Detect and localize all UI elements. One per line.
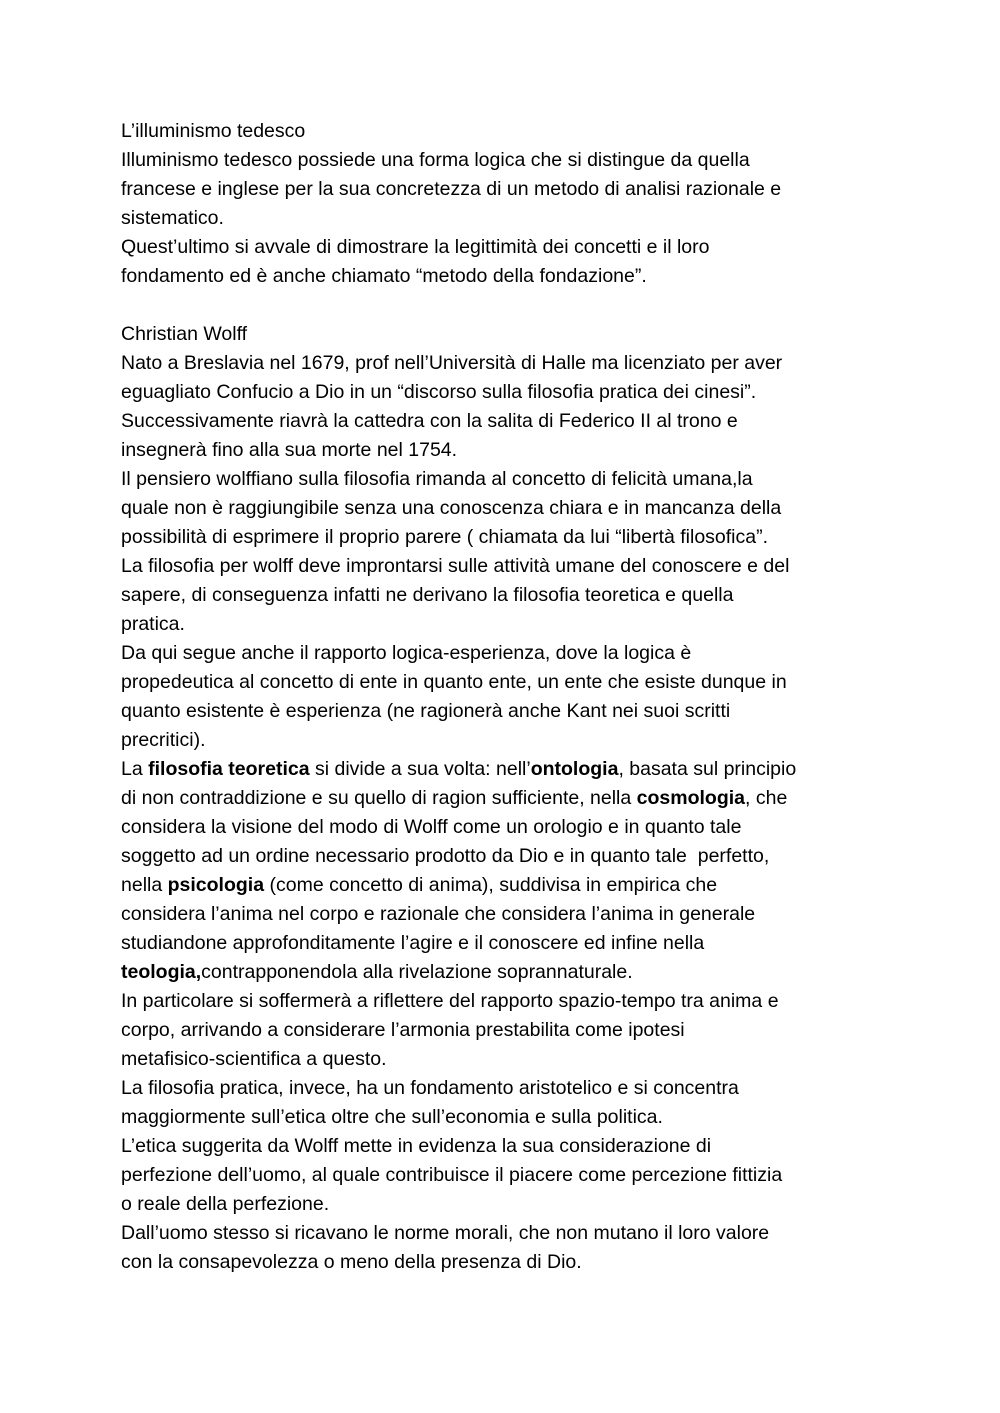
paragraph-line: precritici). bbox=[121, 729, 206, 751]
paragraph-line: metafisico-scientifica a questo. bbox=[121, 1048, 387, 1070]
paragraph-line: Il pensiero wolffiano sulla filosofia rimanda al concetto di felicità umana,la bbox=[121, 468, 753, 490]
paragraph-line: considera l’anima nel corpo e razionale che considera l’anima in generale bbox=[121, 903, 756, 925]
paragraph-line: perfezione dell’uomo, al quale contribuisce il piacere come percezione fittizia bbox=[121, 1164, 783, 1186]
paragraph-line: Nato a Breslavia nel 1679, prof nell’Università di Halle ma licenziato per aver bbox=[121, 352, 783, 374]
bold-term: cosmologia bbox=[636, 787, 746, 809]
paragraph-line: La filosofia pratica, invece, ha un fondamento aristotelico e si concentra bbox=[121, 1077, 739, 1099]
paragraph-line bbox=[121, 958, 891, 987]
bold-term: filosofia teoretica bbox=[148, 758, 310, 780]
text-run: nella bbox=[121, 874, 168, 896]
paragraph-line: maggiormente sull’etica oltre che sull’economia e sulla politica. bbox=[121, 1106, 663, 1128]
paragraph-line: Dall’uomo stesso si ricavano le norme morali, che non mutano il loro valore bbox=[121, 1222, 770, 1244]
text-run: (come concetto di anima), suddivisa in empirica che bbox=[264, 874, 718, 896]
paragraph-line: o reale della perfezione. bbox=[121, 1193, 330, 1215]
paragraph-line: francese e inglese per la sua concretezza di un metodo di analisi razionale e bbox=[121, 178, 782, 200]
paragraph-line: insegnerà fino alla sua morte nel 1754. bbox=[121, 439, 458, 461]
paragraph-line: possibilità di esprimere il proprio parere ( chiamata da lui “libertà filosofica”. bbox=[121, 526, 769, 548]
document-page bbox=[121, 117, 891, 1277]
section-title: L’illuminismo tedesco bbox=[121, 120, 306, 142]
text-run: di non contraddizione e su quello di ragion sufficiente, nella bbox=[121, 787, 637, 809]
paragraph-line: sistematico. bbox=[121, 207, 224, 229]
paragraph-line: sapere, di conseguenza infatti ne derivano la filosofia teoretica e quella bbox=[121, 584, 734, 606]
text-run: contrapponendola alla rivelazione soprannaturale. bbox=[201, 961, 633, 983]
paragraph-line: L’etica suggerita da Wolff mette in evidenza la sua considerazione di bbox=[121, 1135, 712, 1157]
paragraph-line: La filosofia per wolff deve improntarsi sulle attività umane del conoscere e del bbox=[121, 555, 790, 577]
section-title: Christian Wolff bbox=[121, 323, 248, 345]
paragraph-line: quale non è raggiungibile senza una conoscenza chiara e in mancanza della bbox=[121, 497, 782, 519]
paragraph-line: pratica. bbox=[121, 613, 185, 635]
paragraph-line bbox=[121, 871, 891, 900]
paragraph-line: studiandone approfonditamente l’agire e il conoscere ed infine nella bbox=[121, 932, 705, 954]
paragraph-line: Illuminismo tedesco possiede una forma logica che si distingue da quella bbox=[121, 149, 750, 171]
bold-term: psicologia bbox=[167, 874, 265, 896]
paragraph-line bbox=[121, 784, 891, 813]
text-run: si divide a sua volta: nell’ bbox=[309, 758, 531, 780]
paragraph-line: fondamento ed è anche chiamato “metodo della fondazione”. bbox=[121, 265, 647, 287]
text-run: , che bbox=[745, 787, 788, 809]
paragraph-line: Da qui segue anche il rapporto logica-esperienza, dove la logica è bbox=[121, 642, 692, 664]
paragraph-line: con la consapevolezza o meno della presenza di Dio. bbox=[121, 1251, 582, 1273]
blank-line bbox=[121, 291, 891, 320]
paragraph-line: soggetto ad un ordine necessario prodotto da Dio e in quanto tale perfetto, bbox=[121, 845, 770, 867]
text-run: La bbox=[121, 758, 149, 780]
paragraph-line: considera la visione del modo di Wolff come un orologio e in quanto tale bbox=[121, 816, 742, 838]
text-run: , basata sul principio bbox=[618, 758, 797, 780]
paragraph-line: Quest’ultimo si avvale di dimostrare la legittimità dei concetti e il loro bbox=[121, 236, 710, 258]
paragraph-line: In particolare si soffermerà a riflettere del rapporto spazio-tempo tra anima e bbox=[121, 990, 779, 1012]
bold-term: ontologia bbox=[530, 758, 619, 780]
paragraph-line: propedeutica al concetto di ente in quanto ente, un ente che esiste dunque in bbox=[121, 671, 787, 693]
paragraph-line bbox=[121, 755, 891, 784]
paragraph-line: quanto esistente è esperienza (ne ragionerà anche Kant nei suoi scritti bbox=[121, 700, 731, 722]
paragraph-line: corpo, arrivando a considerare l’armonia prestabilita come ipotesi bbox=[121, 1019, 685, 1041]
paragraph-line: Successivamente riavrà la cattedra con la salita di Federico II al trono e bbox=[121, 410, 738, 432]
paragraph-line: eguagliato Confucio a Dio in un “discorso sulla filosofia pratica dei cinesi”. bbox=[121, 381, 757, 403]
bold-term: teologia, bbox=[121, 961, 202, 983]
